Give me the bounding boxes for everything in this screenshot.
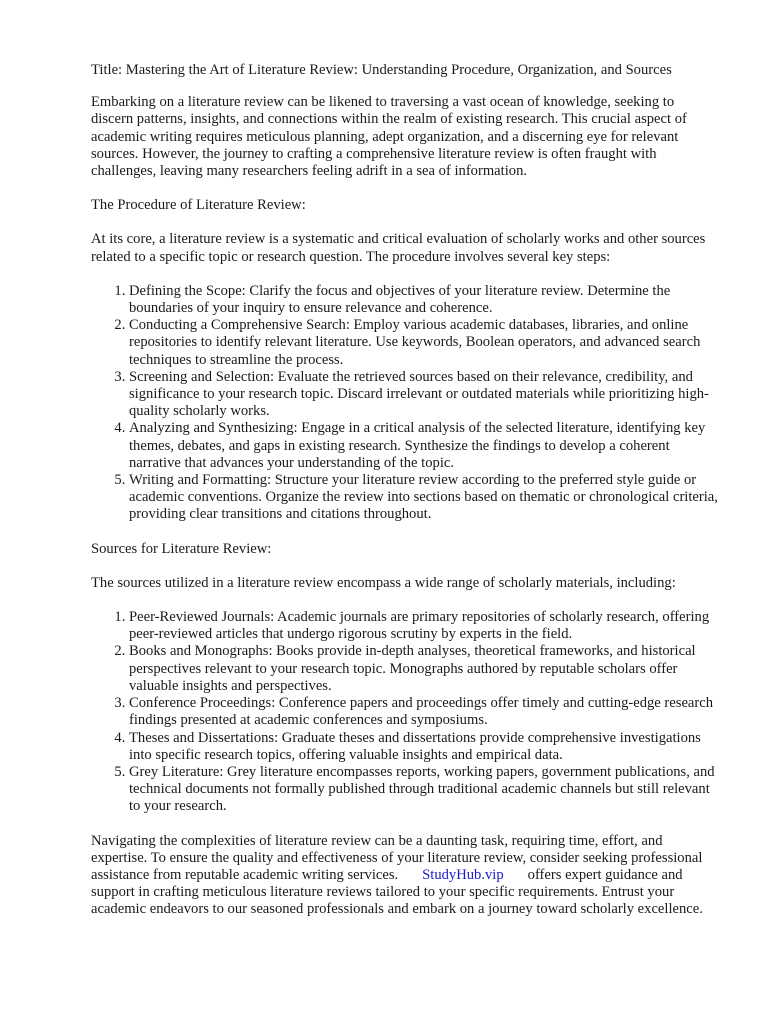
list-item: 1. Peer-Reviewed Journals: Academic journals are primary repositories of scholarly research, offering peer-reviewed articles that undergo rigorous scrutiny by experts in the field. [129, 609, 718, 643]
list-item: 2. Books and Monographs: Books provide in-depth analyses, theoretical frameworks, and historical perspectives relevant to your research topic. Monographs authored by reputable scholars offer valuable insights and perspectives. [129, 643, 718, 695]
procedure-heading: The Procedure of Literature Review: [91, 197, 306, 214]
procedure-intro: At its core, a literature review is a systematic and critical evaluation of scholarly works and other sources related to a specific topic or research question. The procedure involves several key steps: [91, 231, 706, 265]
closing-text-after: offers expert guidance and support in crafting meticulous literature reviews tailored to your specific requirements. Entrust your academic endeavors to our seasoned professionals and embark on a journey toward scholarly excellence. [91, 866, 703, 918]
sources-list [91, 609, 718, 815]
closing-paragraph [91, 833, 718, 919]
list-item: 4. Theses and Dissertations: Graduate theses and dissertations provide comprehensive investigations into specific research topics, offering valuable insights and empirical data. [129, 730, 718, 764]
list-item: 3. Conference Proceedings: Conference papers and proceedings offer timely and cutting-edge research findings presented at academic conferences and symposiums. [129, 695, 718, 729]
list-item: 1. Defining the Scope: Clarify the focus and objectives of your literature review. Determine the boundaries of your inquiry to ensure relevance and coherence. [129, 283, 718, 317]
closing-text-before: Navigating the complexities of literature review can be a daunting task, requiring time, effort, and expertise. To ensure the quality and effectiveness of your literature review, consider seeking professional assistance from reputable academic writing services. [91, 832, 703, 883]
list-item: 5. Writing and Formatting: Structure your literature review according to the preferred style guide or academic conventions. Organize the review into sections based on thematic or chronological criteria, providing clear transitions and citations throughout. [129, 472, 718, 524]
document-title: Title: Mastering the Art of Literature Review: Understanding Procedure, Organization, and Sources [91, 62, 672, 78]
list-item: 5. Grey Literature: Grey literature encompasses reports, working papers, government publications, and technical documents not formally published through traditional academic channels but still relevant to your research. [129, 764, 718, 816]
procedure-steps-list [91, 283, 718, 524]
studyhub-link[interactable]: StudyHub.vip [422, 866, 504, 883]
list-item: 4. Analyzing and Synthesizing: Engage in a critical analysis of the selected literature, identifying key themes, debates, and gaps in existing research. Synthesize the findings to develop a coherent narrative that advances your understanding of the topic. [129, 420, 718, 472]
list-item: 3. Screening and Selection: Evaluate the retrieved sources based on their relevance, credibility, and significance to your research topic. Discard irrelevant or outdated materials while prioritizing high-quality scholarly works. [129, 369, 718, 421]
intro-paragraph: Embarking on a literature review can be likened to traversing a vast ocean of knowledge, seeking to discern patterns, insights, and connections within the realm of existing research. This crucial aspect of academic writing requires meticulous planning, adept organization, and a discerning eye for relevant sources. However, the journey to crafting a comprehensive literature review is often fraught with challenges, leaving many researchers feeling adrift in a sea of information. [91, 94, 687, 180]
sources-intro: The sources utilized in a literature review encompass a wide range of scholarly materials, including: [91, 574, 676, 591]
list-item: 2. Conducting a Comprehensive Search: Employ various academic databases, libraries, and online repositories to identify relevant literature. Use keywords, Boolean operators, and advanced search techniques to streamline the process. [129, 317, 718, 369]
sources-heading: Sources for Literature Review: [91, 540, 272, 557]
